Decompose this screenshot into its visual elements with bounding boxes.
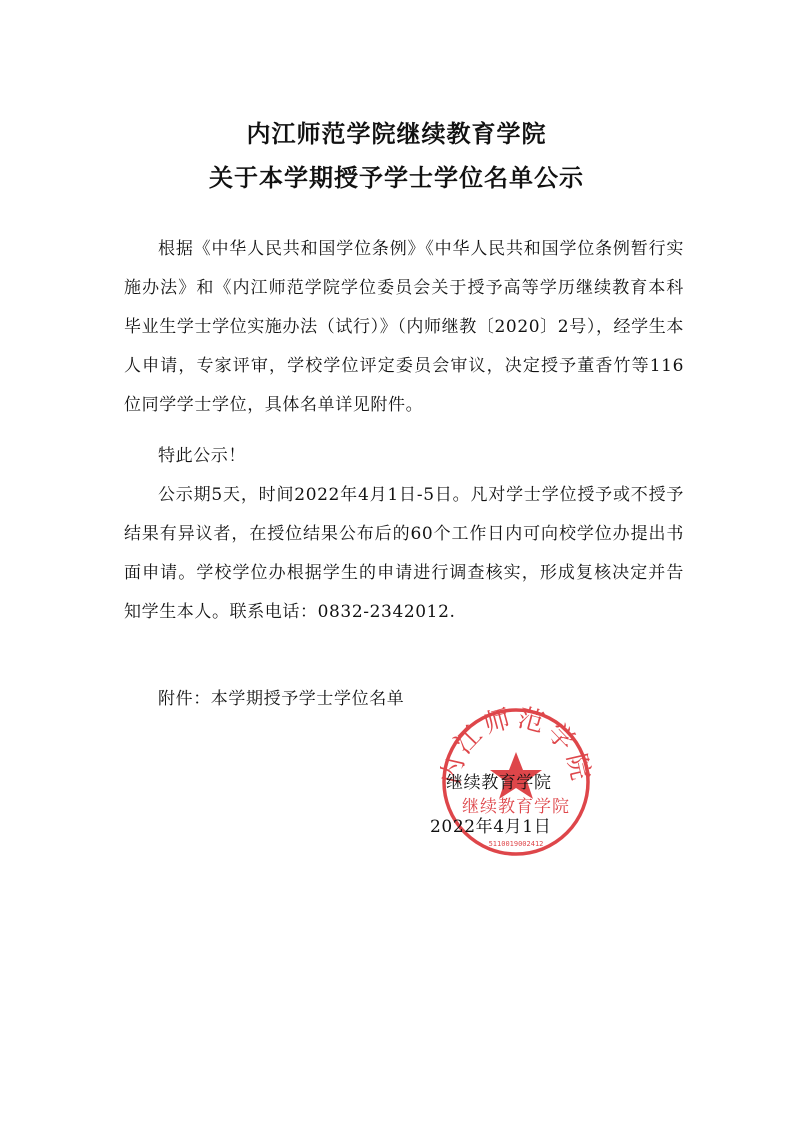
document-title-line1: 内江师范学院继续教育学院 — [246, 120, 547, 148]
seal-inner-text: 继续教育学院 — [462, 797, 570, 817]
body-paragraph-3: 公示期5天，时间2022年4月1日-5日。凡对学士学位授予或不授予结果有异议者，在授位结果公布后的60个工作日内可向校学位办提出书面申请。学校学位办根据学生的申请进行调查核实，形成复核决定并告知学生本人。联系电话：0832-2342012. — [124, 485, 684, 622]
seal-serial: 5110019002412 — [488, 840, 544, 848]
attachment-note: 附件：本学期授予学士学位名单 — [158, 689, 405, 709]
signature-organization: 继续教育学院 — [446, 773, 552, 793]
body-paragraph-2: 特此公示！ — [158, 446, 246, 466]
seal-arc-text: 江师范学 — [448, 706, 584, 761]
signature-date: 2022年4月1日 — [430, 817, 552, 837]
document-title-line2: 关于本学期授予学士学位名单公示 — [209, 164, 584, 192]
body-paragraph-1: 根据《中华人民共和国学位条例》《中华人民共和国学位条例暂行实施办法》和《内江师范学院学位委员会关于授予高等学历继续教育本科毕业生学士学位实施办法（试行）》（内师继教〔2020〕2号），经学生本人申请，专家评审，学校学位评定委员会审议，决定授予董香竹等116位同学学士学位，具体名单详见附件。 — [124, 239, 684, 415]
